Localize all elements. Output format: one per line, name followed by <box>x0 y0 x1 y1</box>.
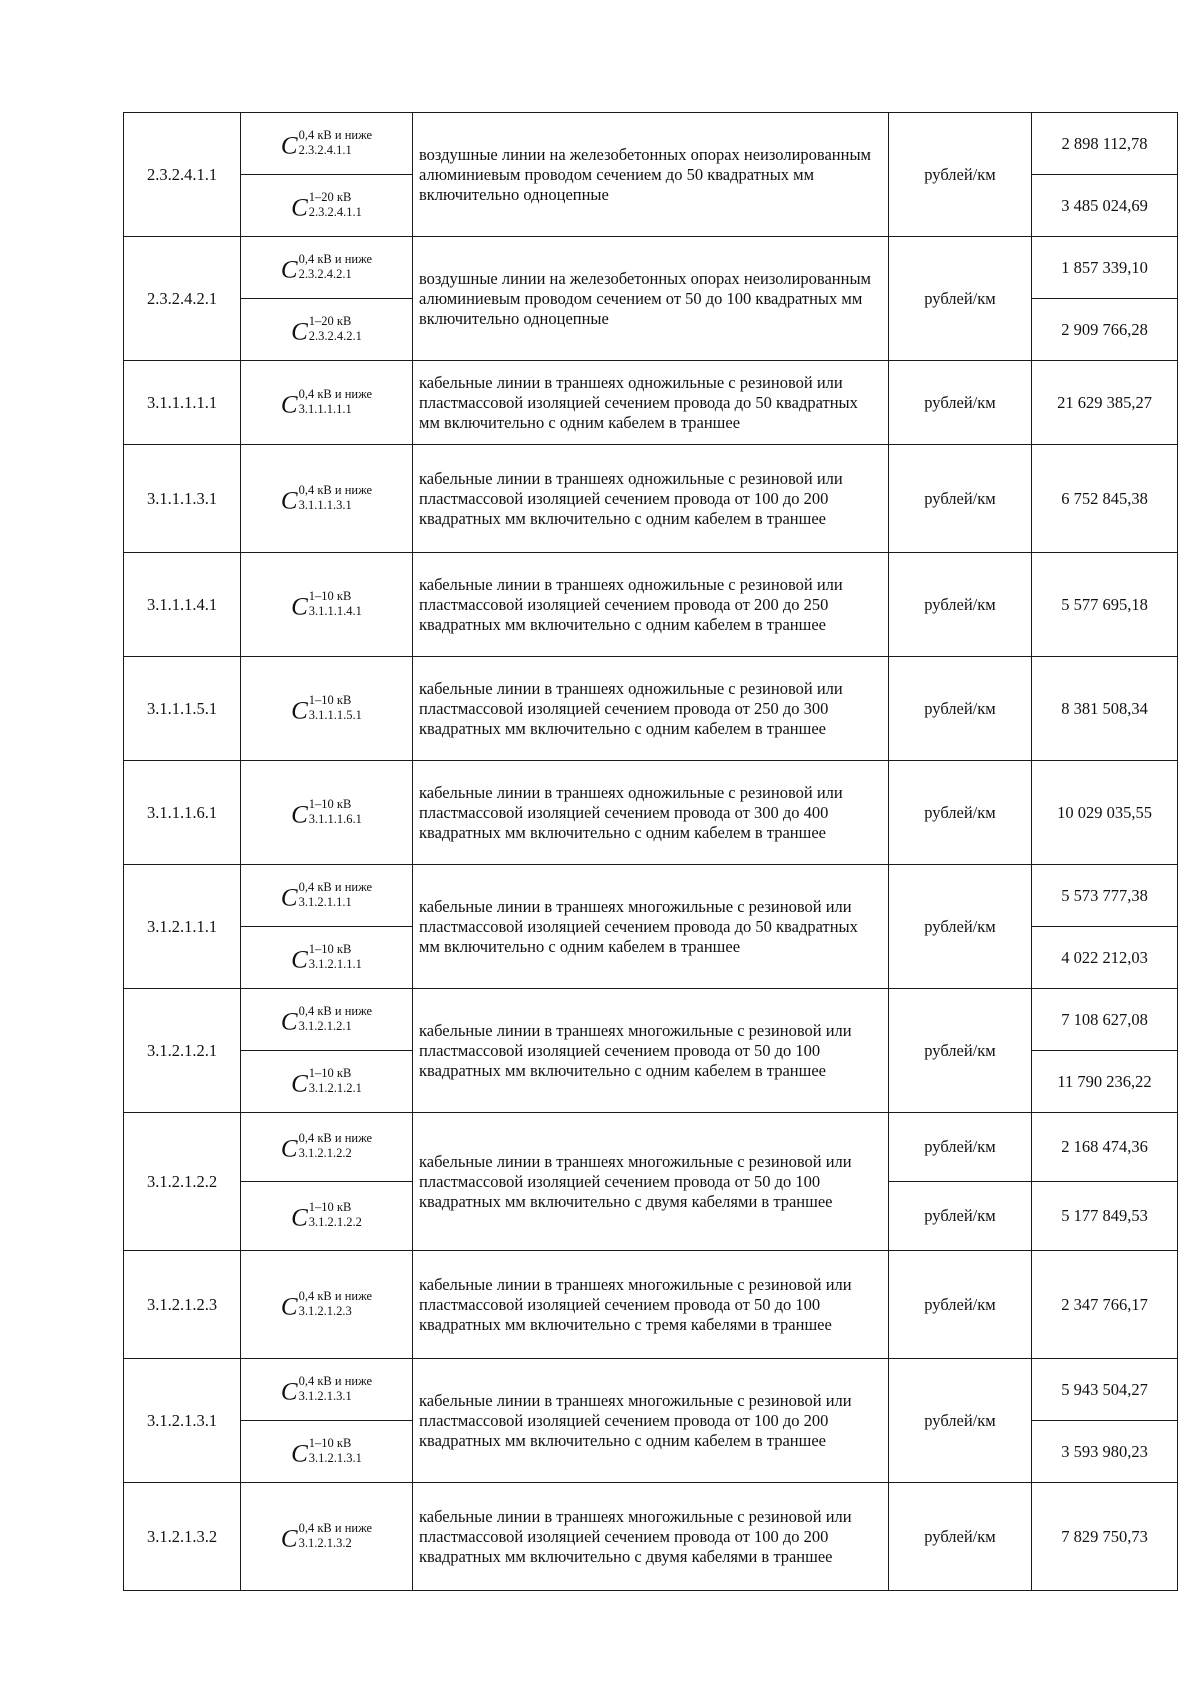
rate-symbol-cell <box>241 1483 413 1591</box>
rate-symbol-cell <box>241 445 413 553</box>
item-code: 3.1.2.1.3.2 <box>124 1483 241 1591</box>
rate-voltage: 0,4 кВ и ниже <box>298 386 373 401</box>
rate-scripts <box>299 388 373 416</box>
table-row <box>124 1251 1178 1359</box>
item-description <box>413 1483 889 1591</box>
rate-voltage: 0,4 кВ и ниже <box>298 127 373 142</box>
rate-scripts <box>299 1522 373 1550</box>
item-description <box>413 761 889 865</box>
item-code: 2.3.2.4.1.1 <box>124 113 241 237</box>
item-unit: рублей/км <box>889 445 1032 553</box>
rate-scripts <box>309 798 362 826</box>
item-code: 3.1.2.1.1.1 <box>124 865 241 989</box>
item-description <box>413 657 889 761</box>
item-description <box>413 1359 889 1483</box>
table-row <box>124 113 1178 175</box>
item-description-text: кабельные линии в траншеях одножильные с резиновой или пластмассовой изоляцией сечением провода от 100 до 200 квадратных мм включительно с одним кабелем в траншее <box>419 468 843 528</box>
rate-index: 3.1.1.1.3.1 <box>298 497 352 512</box>
rate-voltage: 1–10 кВ <box>308 796 352 811</box>
rate-index: 3.1.1.1.4.1 <box>308 603 362 618</box>
item-unit: рублей/км <box>889 1359 1032 1483</box>
rate-letter: C <box>280 1525 298 1552</box>
item-description-text: кабельные линии в траншеях многожильные с резиновой или пластмассовой изоляцией сечением провода до 50 квадратных мм включительно с одним кабелем в траншее <box>419 896 858 956</box>
rate-index: 2.3.2.4.2.1 <box>298 266 352 281</box>
rate-symbol <box>291 588 362 621</box>
rate-symbol <box>280 1373 373 1406</box>
item-description <box>413 865 889 989</box>
rate-letter: C <box>291 946 308 973</box>
rate-symbol <box>280 1288 373 1321</box>
tariff-table-body <box>124 113 1178 1591</box>
rate-index: 3.1.2.1.2.1 <box>308 1080 362 1095</box>
rate-index: 3.1.1.1.1.1 <box>298 401 352 416</box>
rate-scripts <box>309 694 362 722</box>
rate-scripts <box>299 253 373 281</box>
item-description <box>413 1251 889 1359</box>
rate-letter: C <box>280 1135 298 1163</box>
item-unit: рублей/км <box>889 1182 1032 1251</box>
rate-value: 5 177 849,53 <box>1032 1182 1178 1251</box>
rate-symbol-cell <box>241 761 413 865</box>
rate-voltage: 1–10 кВ <box>308 1435 352 1450</box>
item-description-text: кабельные линии в траншеях одножильные с резиновой или пластмассовой изоляцией сечением провода от 200 до 250 квадратных мм включительно с одним кабелем в траншее <box>419 574 843 634</box>
rate-scripts <box>309 1067 362 1095</box>
rate-letter: C <box>280 256 298 283</box>
rate-voltage: 1–10 кВ <box>308 1200 352 1214</box>
item-description-text: кабельные линии в траншеях многожильные с резиновой или пластмассовой изоляцией сечением провода от 100 до 200 квадратных мм включительно с двумя кабелями в траншее <box>419 1506 852 1566</box>
rate-value: 2 347 766,17 <box>1032 1251 1178 1359</box>
rate-symbol <box>291 313 362 346</box>
rate-index: 2.3.2.4.1.1 <box>308 204 362 219</box>
rate-symbol-cell <box>241 299 413 361</box>
item-description-text: кабельные линии в траншеях многожильные с резиновой или пластмассовой изоляцией сечением провода от 50 до 100 квадратных мм включительно с тремя кабелями в траншее <box>419 1274 852 1334</box>
rate-value: 5 943 504,27 <box>1032 1359 1178 1421</box>
rate-symbol-cell <box>241 175 413 237</box>
rate-symbol-cell <box>241 927 413 989</box>
rate-letter: C <box>280 1293 298 1320</box>
rate-letter: C <box>280 884 298 911</box>
table-row <box>124 865 1178 927</box>
rate-letter: C <box>280 1378 298 1405</box>
rate-scripts <box>309 1437 362 1465</box>
table-row <box>124 445 1178 553</box>
rate-letter: C <box>291 318 308 345</box>
rate-index: 2.3.2.4.1.1 <box>298 142 352 157</box>
item-description-text: кабельные линии в траншеях одножильные с резиновой или пластмассовой изоляцией сечением провода от 250 до 300 квадратных мм включительно с одним кабелем в траншее <box>419 678 843 738</box>
rate-value: 11 790 236,22 <box>1032 1051 1178 1113</box>
rate-voltage: 1–20 кВ <box>308 313 352 328</box>
rate-index: 3.1.2.1.3.1 <box>308 1450 362 1465</box>
rate-scripts <box>299 1005 373 1033</box>
item-description-text: кабельные линии в траншеях одножильные с резиновой или пластмассовой изоляцией сечением провода от 300 до 400 квадратных мм включительно с одним кабелем в траншее <box>419 782 843 842</box>
item-description <box>413 553 889 657</box>
rate-symbol <box>291 692 362 725</box>
item-description <box>413 361 889 445</box>
rate-letter: C <box>291 1070 308 1097</box>
rate-letter: C <box>291 194 308 221</box>
rate-voltage: 1–10 кВ <box>308 941 352 956</box>
rate-symbol <box>291 941 362 974</box>
rate-symbol <box>280 482 373 515</box>
rate-letter: C <box>280 132 298 159</box>
item-code: 3.1.2.1.2.2 <box>124 1113 241 1251</box>
rate-symbol <box>291 1065 362 1098</box>
rate-letter: C <box>291 593 308 620</box>
rate-symbol <box>280 1520 373 1553</box>
rate-voltage: 0,4 кВ и ниже <box>298 1520 373 1535</box>
rate-scripts <box>299 1290 373 1318</box>
rate-voltage: 1–10 кВ <box>308 1065 352 1080</box>
rate-voltage: 1–10 кВ <box>308 692 352 707</box>
rate-symbol <box>291 796 362 829</box>
rate-scripts <box>299 1375 373 1403</box>
rate-index: 3.1.1.1.5.1 <box>308 707 362 722</box>
rate-index: 3.1.2.1.2.1 <box>298 1018 352 1033</box>
rate-letter: C <box>291 1204 308 1232</box>
rate-symbol <box>280 1003 373 1036</box>
rate-scripts <box>309 191 362 219</box>
item-code: 3.1.2.1.2.1 <box>124 989 241 1113</box>
rate-scripts <box>299 129 373 157</box>
tariff-table <box>123 112 1178 1591</box>
item-description <box>413 445 889 553</box>
item-unit: рублей/км <box>889 113 1032 237</box>
item-description <box>413 989 889 1113</box>
table-row <box>124 361 1178 445</box>
rate-symbol <box>291 189 362 222</box>
rate-letter: C <box>291 697 308 724</box>
rate-value: 1 857 339,10 <box>1032 237 1178 299</box>
item-description-text: кабельные линии в траншеях одножильные с резиновой или пластмассовой изоляцией сечением провода до 50 квадратных мм включительно с одним кабелем в траншее <box>419 372 858 432</box>
rate-value: 7 108 627,08 <box>1032 989 1178 1051</box>
rate-index: 3.1.2.1.1.1 <box>308 956 362 971</box>
rate-value: 5 577 695,18 <box>1032 553 1178 657</box>
rate-value: 4 022 212,03 <box>1032 927 1178 989</box>
rate-value: 2 898 112,78 <box>1032 113 1178 175</box>
item-unit: рублей/км <box>889 553 1032 657</box>
rate-symbol-cell <box>241 1251 413 1359</box>
rate-letter: C <box>280 391 298 418</box>
rate-symbol <box>280 127 373 160</box>
rate-value: 21 629 385,27 <box>1032 361 1178 445</box>
item-unit: рублей/км <box>889 1251 1032 1359</box>
table-row <box>124 237 1178 299</box>
rate-letter: C <box>291 801 308 828</box>
item-description <box>413 1113 889 1251</box>
rate-voltage: 1–10 кВ <box>308 588 352 603</box>
item-description-text: кабельные линии в траншеях многожильные с резиновой или пластмассовой изоляцией сечением провода от 50 до 100 квадратных мм включительно с одним кабелем в траншее <box>419 1020 852 1080</box>
rate-index: 3.1.1.1.6.1 <box>308 811 362 826</box>
table-row <box>124 657 1178 761</box>
rate-symbol <box>280 386 373 419</box>
item-description <box>413 113 889 237</box>
rate-scripts <box>309 590 362 618</box>
rate-symbol-cell <box>241 553 413 657</box>
item-code: 3.1.1.1.4.1 <box>124 553 241 657</box>
rate-value: 3 593 980,23 <box>1032 1421 1178 1483</box>
rate-index: 3.1.2.1.1.1 <box>298 894 352 909</box>
item-code: 2.3.2.4.2.1 <box>124 237 241 361</box>
table-row <box>124 553 1178 657</box>
table-row <box>124 1483 1178 1591</box>
item-code: 3.1.1.1.1.1 <box>124 361 241 445</box>
item-unit: рублей/км <box>889 361 1032 445</box>
item-code: 3.1.2.1.2.3 <box>124 1251 241 1359</box>
rate-voltage: 0,4 кВ и ниже <box>298 1373 373 1388</box>
rate-value: 2 168 474,36 <box>1032 1113 1178 1182</box>
rate-value: 6 752 845,38 <box>1032 445 1178 553</box>
item-description-text: воздушные линии на железобетонных опорах неизолированным алюминиевым проводом сечением от 50 до 100 квадратных мм включительно одноцепные <box>419 268 871 328</box>
rate-symbol-cell <box>241 1051 413 1113</box>
rate-symbol-cell <box>241 1182 413 1251</box>
rate-scripts <box>299 1132 373 1160</box>
rate-scripts <box>309 943 362 971</box>
item-description-text: кабельные линии в траншеях многожильные с резиновой или пластмассовой изоляцией сечением провода от 100 до 200 квадратных мм включительно с одним кабелем в траншее <box>419 1390 852 1450</box>
rate-symbol-cell <box>241 237 413 299</box>
rate-index: 3.1.2.1.2.2 <box>298 1146 352 1160</box>
rate-symbol-cell <box>241 657 413 761</box>
rate-symbol-cell <box>241 361 413 445</box>
table-row <box>124 989 1178 1051</box>
rate-index: 3.1.2.1.2.2 <box>308 1215 362 1229</box>
rate-value: 7 829 750,73 <box>1032 1483 1178 1591</box>
rate-scripts <box>299 484 373 512</box>
rate-symbol-cell <box>241 989 413 1051</box>
rate-symbol-cell <box>241 1421 413 1483</box>
item-unit: рублей/км <box>889 865 1032 989</box>
rate-scripts <box>299 881 373 909</box>
rate-symbol <box>280 1131 373 1163</box>
item-code: 3.1.1.1.6.1 <box>124 761 241 865</box>
rate-symbol <box>280 879 373 912</box>
item-unit: рублей/км <box>889 761 1032 865</box>
rate-value: 5 573 777,38 <box>1032 865 1178 927</box>
rate-symbol <box>280 251 373 284</box>
item-unit: рублей/км <box>889 1113 1032 1182</box>
rate-letter: C <box>280 1008 298 1035</box>
rate-symbol-cell <box>241 1359 413 1421</box>
rate-voltage: 0,4 кВ и ниже <box>298 879 373 894</box>
rate-symbol <box>291 1200 362 1232</box>
rate-symbol <box>291 1435 362 1468</box>
rate-symbol-cell <box>241 113 413 175</box>
rate-scripts <box>309 1201 362 1229</box>
table-row <box>124 1113 1178 1182</box>
rate-index: 3.1.2.1.3.1 <box>298 1388 352 1403</box>
rate-voltage: 1–20 кВ <box>308 189 352 204</box>
rate-voltage: 0,4 кВ и ниже <box>298 482 373 497</box>
rate-voltage: 0,4 кВ и ниже <box>298 1288 373 1303</box>
item-code: 3.1.1.1.5.1 <box>124 657 241 761</box>
item-code: 3.1.1.1.3.1 <box>124 445 241 553</box>
item-unit: рублей/км <box>889 1483 1032 1591</box>
rate-voltage: 0,4 кВ и ниже <box>298 1003 373 1018</box>
rate-index: 3.1.2.1.2.3 <box>298 1303 352 1318</box>
rate-letter: C <box>280 487 298 514</box>
rate-index: 3.1.2.1.3.2 <box>298 1535 352 1550</box>
item-description <box>413 237 889 361</box>
item-unit: рублей/км <box>889 657 1032 761</box>
item-unit: рублей/км <box>889 237 1032 361</box>
table-row <box>124 1359 1178 1421</box>
rate-index: 2.3.2.4.2.1 <box>308 328 362 343</box>
rate-voltage: 0,4 кВ и ниже <box>298 251 373 266</box>
table-row <box>124 761 1178 865</box>
rate-value: 2 909 766,28 <box>1032 299 1178 361</box>
rate-value: 10 029 035,55 <box>1032 761 1178 865</box>
item-unit: рублей/км <box>889 989 1032 1113</box>
rate-letter: C <box>291 1440 308 1467</box>
item-description-text: кабельные линии в траншеях многожильные с резиновой или пластмассовой изоляцией сечением провода от 50 до 100 квадратных мм включительно с двумя кабелями в траншее <box>419 1151 852 1211</box>
item-description-text: воздушные линии на железобетонных опорах неизолированным алюминиевым проводом сечением до 50 квадратных мм включительно одноцепные <box>419 144 871 204</box>
rate-value: 3 485 024,69 <box>1032 175 1178 237</box>
rate-scripts <box>309 315 362 343</box>
item-code: 3.1.2.1.3.1 <box>124 1359 241 1483</box>
rate-symbol-cell <box>241 1113 413 1182</box>
rate-symbol-cell <box>241 865 413 927</box>
rate-value: 8 381 508,34 <box>1032 657 1178 761</box>
rate-voltage: 0,4 кВ и ниже <box>298 1131 373 1145</box>
